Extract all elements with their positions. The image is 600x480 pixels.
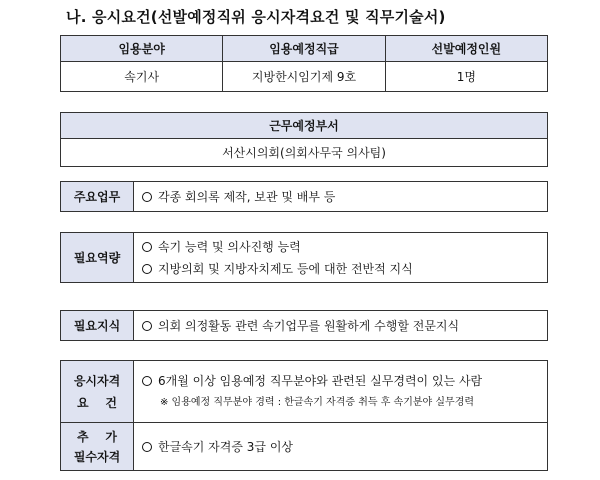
bullet-circle-icon bbox=[142, 264, 152, 274]
cell-department: 서산시의회(의회사무국 의사팀) bbox=[61, 139, 548, 167]
header-rank: 임용예정직급 bbox=[223, 36, 385, 62]
department-table bbox=[60, 112, 548, 167]
knowledge-table bbox=[60, 310, 548, 341]
duties-label: 주요업무 bbox=[61, 182, 134, 212]
qualification-note: ※ 임용예정 직무분야 경력 : 한글속기 자격증 취득 후 속기분야 실무경력 bbox=[160, 396, 475, 408]
extra-label-2: 필수자격 bbox=[73, 449, 121, 464]
duties-item: 각종 회의록 제작, 보관 및 배부 등 bbox=[142, 188, 547, 206]
cell-count: 1명 bbox=[385, 62, 547, 92]
page-title: 나. 응시요건(선발예정직위 응시자격요건 및 직무기술서) bbox=[66, 8, 446, 26]
qualification-label-2: 요 건 bbox=[77, 395, 117, 410]
bullet-circle-icon bbox=[142, 192, 152, 202]
bullet-circle-icon bbox=[142, 376, 152, 386]
bullet-circle-icon bbox=[142, 321, 152, 331]
header-department: 근무예정부서 bbox=[61, 113, 548, 139]
duties-table bbox=[60, 181, 548, 212]
bullet-circle-icon bbox=[142, 442, 152, 452]
header-field: 임용분야 bbox=[61, 36, 223, 62]
competencies-label: 필요역량 bbox=[61, 233, 134, 283]
bullet-circle-icon bbox=[142, 242, 152, 252]
appointment-table bbox=[60, 35, 548, 92]
header-count: 선발예정인원 bbox=[385, 36, 547, 62]
qualification-label-1: 응시자격 bbox=[73, 373, 121, 388]
competencies-table bbox=[60, 232, 548, 283]
qualification-item: 6개월 이상 임용예정 직무분야와 관련된 실무경력이 있는 사람 bbox=[142, 372, 547, 390]
competency-item: 속기 능력 및 의사진행 능력 bbox=[142, 238, 547, 256]
competency-item: 지방의회 및 지방자치제도 등에 대한 전반적 지식 bbox=[142, 260, 547, 278]
extra-item: 한글속기 자격증 3급 이상 bbox=[142, 438, 547, 456]
cell-field: 속기사 bbox=[61, 62, 223, 92]
knowledge-label: 필요지식 bbox=[61, 311, 134, 341]
cell-rank: 지방한시임기제 9호 bbox=[223, 62, 385, 92]
extra-label-1: 추 가 bbox=[77, 429, 117, 444]
knowledge-item: 의회 의정활동 관련 속기업무를 원활하게 수행할 전문지식 bbox=[142, 317, 547, 335]
qualification-table bbox=[60, 360, 548, 471]
